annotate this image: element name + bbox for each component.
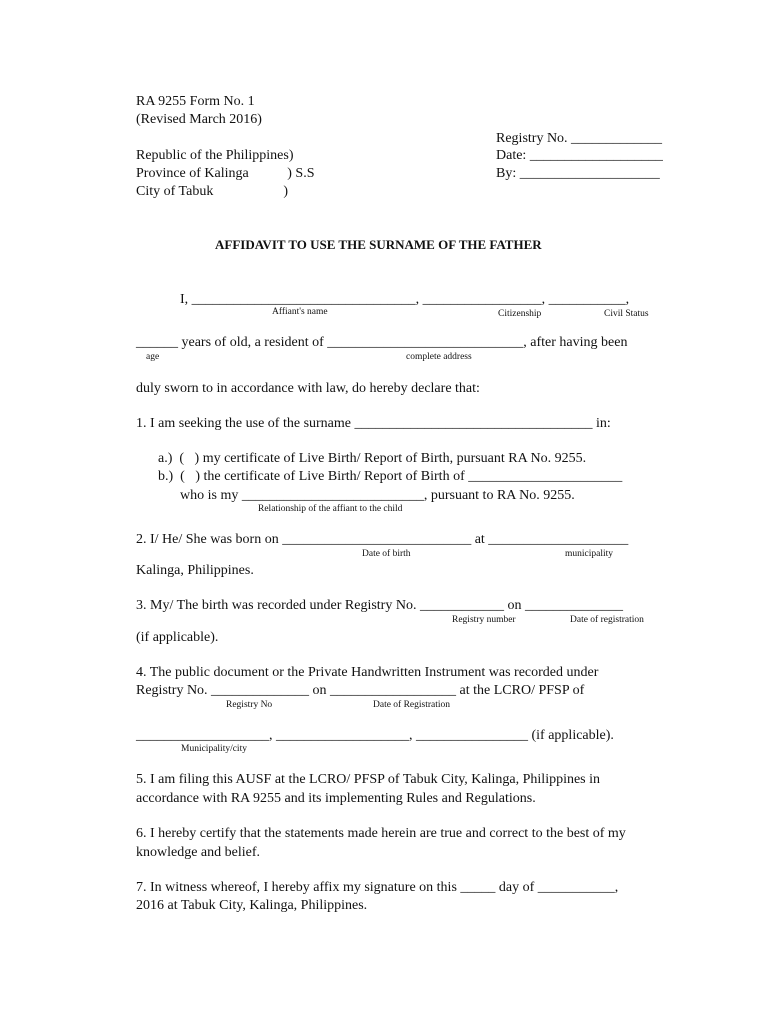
item-6: 6. I hereby certify that the statements made herein are true and correct to the best of my — [136, 826, 626, 841]
item-1b: b.) ( ) the certificate of Live Birth/ Report of Birth of ______________________ — [158, 469, 623, 484]
caption-date-of-registration-4: Date of Registration — [373, 700, 451, 710]
form-number: RA 9255 Form No. 1 — [136, 94, 255, 109]
affiant-line: I, ________________________________, _________________, ___________, — [180, 292, 630, 307]
item-4-registry: Registry No. ______________ on __________________ at the LCRO/ PFSP of — [136, 683, 585, 698]
caption-citizenship: Citizenship — [498, 309, 542, 319]
caption-relationship: Relationship of the affiant to the child — [258, 504, 403, 514]
caption-age: age — [146, 352, 160, 362]
caption-affiant-name: Affiant's name — [272, 307, 328, 317]
caption-date-of-birth: Date of birth — [362, 549, 411, 559]
caption-municipality: municipality — [565, 549, 614, 559]
province-line: Province of Kalinga ) S.S — [136, 166, 315, 181]
item-1a: a.) ( ) my certificate of Live Birth/ Report of Birth, pursuant RA No. 9255. — [158, 451, 587, 466]
caption-registry-no: Registry No — [226, 700, 273, 710]
caption-complete-address: complete address — [406, 352, 472, 362]
item-5: 5. I am filing this AUSF at the LCRO/ PFSP of Tabuk City, Kalinga, Philippines in — [136, 772, 601, 787]
city-line: City of Tabuk ) — [136, 184, 288, 199]
revision-date: (Revised March 2016) — [136, 112, 262, 127]
sworn-statement: duly sworn to in accordance with law, do hereby declare that: — [136, 381, 480, 396]
registry-no-field: Registry No. _____________ — [496, 131, 663, 146]
item-4: 4. The public document or the Private Handwritten Instrument was recorded under — [136, 665, 599, 680]
item-2-location: Kalinga, Philippines. — [136, 563, 254, 578]
item-7-cont: 2016 at Tabuk City, Kalinga, Philippines. — [136, 898, 368, 913]
caption-date-of-registration-3: Date of registration — [570, 615, 644, 625]
item-6-cont: knowledge and belief. — [136, 845, 261, 860]
caption-municipality-city: Municipality/city — [181, 744, 247, 754]
by-field: By: ____________________ — [496, 166, 660, 181]
item-3-applicable: (if applicable). — [136, 630, 219, 645]
item-3: 3. My/ The birth was recorded under Registry No. ____________ on ______________ — [136, 598, 623, 613]
item-1: 1. I am seeking the use of the surname __________________________________ in: — [136, 416, 611, 431]
caption-registry-number: Registry number — [452, 615, 516, 625]
item-2: 2. I/ He/ She was born on ___________________________ at ____________________ — [136, 532, 629, 547]
item-1b-relationship: who is my __________________________, pursuant to RA No. 9255. — [180, 488, 575, 503]
document-title: AFFIDAVIT TO USE THE SURNAME OF THE FATHER — [215, 237, 542, 252]
republic-line: Republic of the Philippines) — [136, 148, 294, 163]
item-4-place: ___________________, ___________________, ________________ (if applicable). — [136, 728, 614, 743]
caption-civil-status: Civil Status — [604, 309, 649, 319]
item-5-cont: accordance with RA 9255 and its implementing Rules and Regulations. — [136, 791, 536, 806]
date-field: Date: ___________________ — [496, 148, 663, 163]
age-address-line: ______ years of old, a resident of ____________________________, after having been — [136, 335, 628, 350]
item-7: 7. In witness whereof, I hereby affix my signature on this _____ day of ___________, — [136, 880, 619, 895]
